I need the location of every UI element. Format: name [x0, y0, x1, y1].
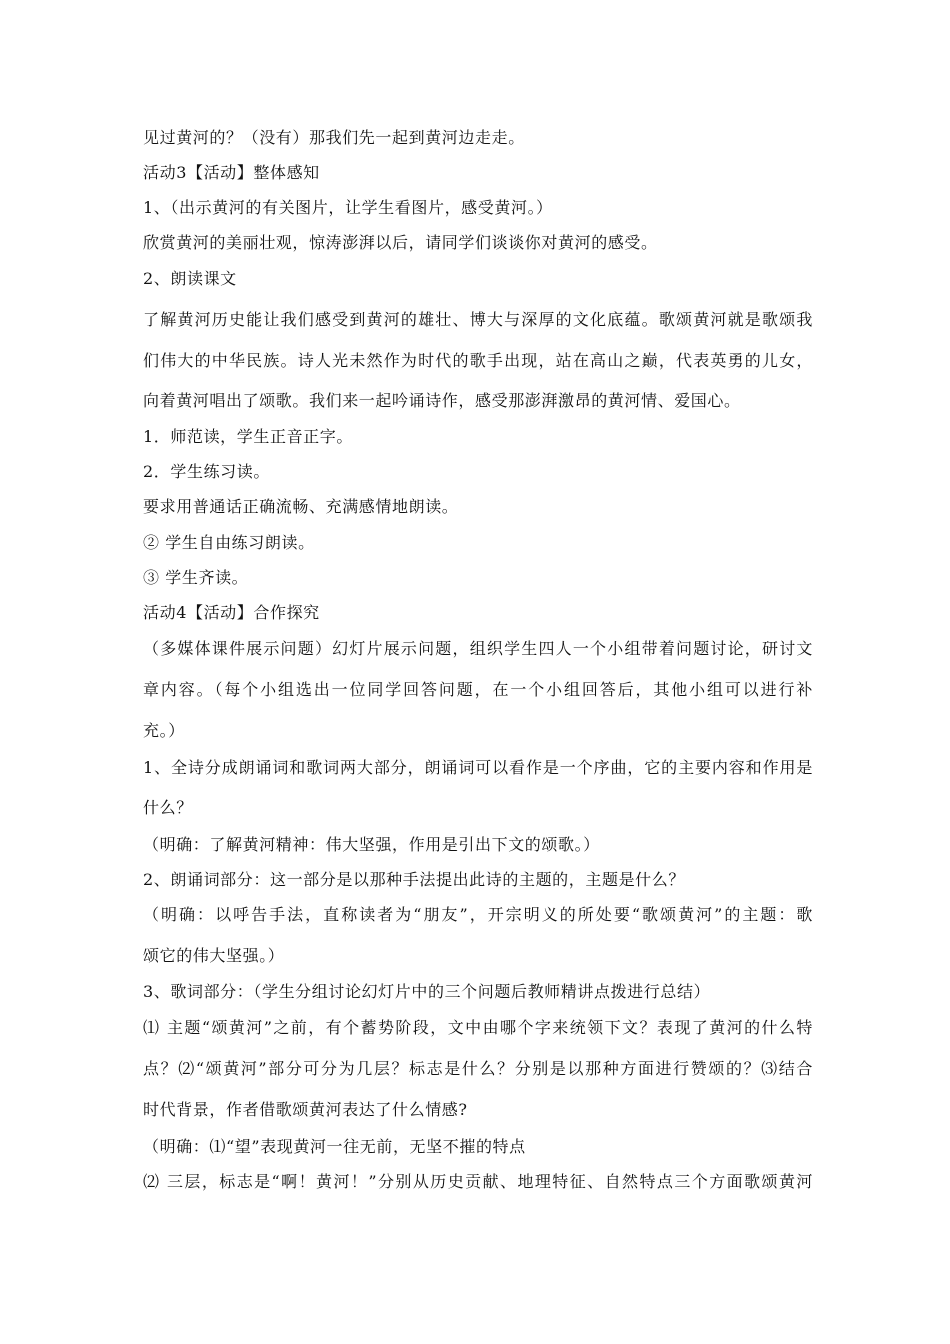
text-line: ⑵ 三层，标志是“啊！黄河！”分别从历史贡献、地理特征、自然特点三个方面歌颂黄河 — [143, 1172, 813, 1191]
text-line: 什么？ — [143, 798, 193, 817]
text-line: ② 学生自由练习朗读。 — [143, 533, 315, 552]
text-line: 2、朗诵词部分：这一部分是以那种手法提出此诗的主题的，主题是什么？ — [143, 870, 685, 889]
text-line: 1、全诗分成朗诵词和歌词两大部分，朗诵词可以看作是一个序曲，它的主要内容和作用是 — [143, 758, 813, 777]
text-line: （明确：以呼告手法，直称读者为“朋友”，开宗明义的所处要“歌颂黄河”的主题：歌 — [143, 905, 813, 924]
section-heading: 活动3【活动】整体感知 — [143, 163, 320, 182]
text-line: 要求用普通话正确流畅、充满感情地朗读。 — [143, 497, 459, 516]
text-line: ⑴ 主题“颂黄河”之前，有个蓄势阶段，文中由哪个字来统领下文？表现了黄河的什么特 — [143, 1018, 813, 1037]
text-line: 见过黄河的？（没有）那我们先一起到黄河边走走。 — [143, 128, 525, 147]
text-line: 充。） — [143, 721, 185, 740]
text-line: 了解黄河历史能让我们感受到黄河的雄壮、博大与深厚的文化底蕴。歌颂黄河就是歌颂我 — [143, 310, 813, 329]
text-line: 颂它的伟大坚强。） — [143, 946, 285, 965]
text-line: 向着黄河唱出了颂歌。我们来一起吟诵诗作，感受那澎湃激昂的黄河情、爱国心。 — [143, 391, 741, 410]
text-line: ③ 学生齐读。 — [143, 568, 249, 587]
text-line: 2、朗读课文 — [143, 269, 237, 288]
text-line: 点？⑵“颂黄河”部分可分为几层？标志是什么？分别是以那种方面进行赞颂的？⑶结合 — [143, 1059, 813, 1078]
text-line: （明确：了解黄河精神：伟大坚强，作用是引出下文的颂歌。） — [143, 835, 600, 854]
text-line: 欣赏黄河的美丽壮观，惊涛澎湃以后，请同学们谈谈你对黄河的感受。 — [143, 233, 658, 252]
text-line: 1、（出示黄河的有关图片，让学生看图片，感受黄河。） — [143, 198, 553, 217]
text-line: 1．师范读，学生正音正字。 — [143, 427, 353, 446]
text-line: 3、歌词部分：（学生分组讨论幻灯片中的三个问题后教师精讲点拨进行总结） — [143, 982, 711, 1001]
text-line: 时代背景，作者借歌颂黄河表达了什么情感? — [143, 1100, 468, 1119]
text-line: 章内容。（每个小组选出一位同学回答问题，在一个小组回答后，其他小组可以进行补 — [143, 680, 813, 699]
text-line: （多媒体课件展示问题）幻灯片展示问题，组织学生四人一个小组带着问题讨论，研讨文 — [143, 639, 813, 658]
text-line: （明确：⑴“望”表现黄河一往无前，无坚不摧的特点 — [143, 1137, 526, 1156]
section-heading: 活动4【活动】合作探究 — [143, 603, 320, 622]
text-line: 2．学生练习读。 — [143, 462, 270, 481]
text-line: 们伟大的中华民族。诗人光未然作为时代的歌手出现，站在高山之巅，代表英勇的儿女， — [143, 351, 813, 370]
